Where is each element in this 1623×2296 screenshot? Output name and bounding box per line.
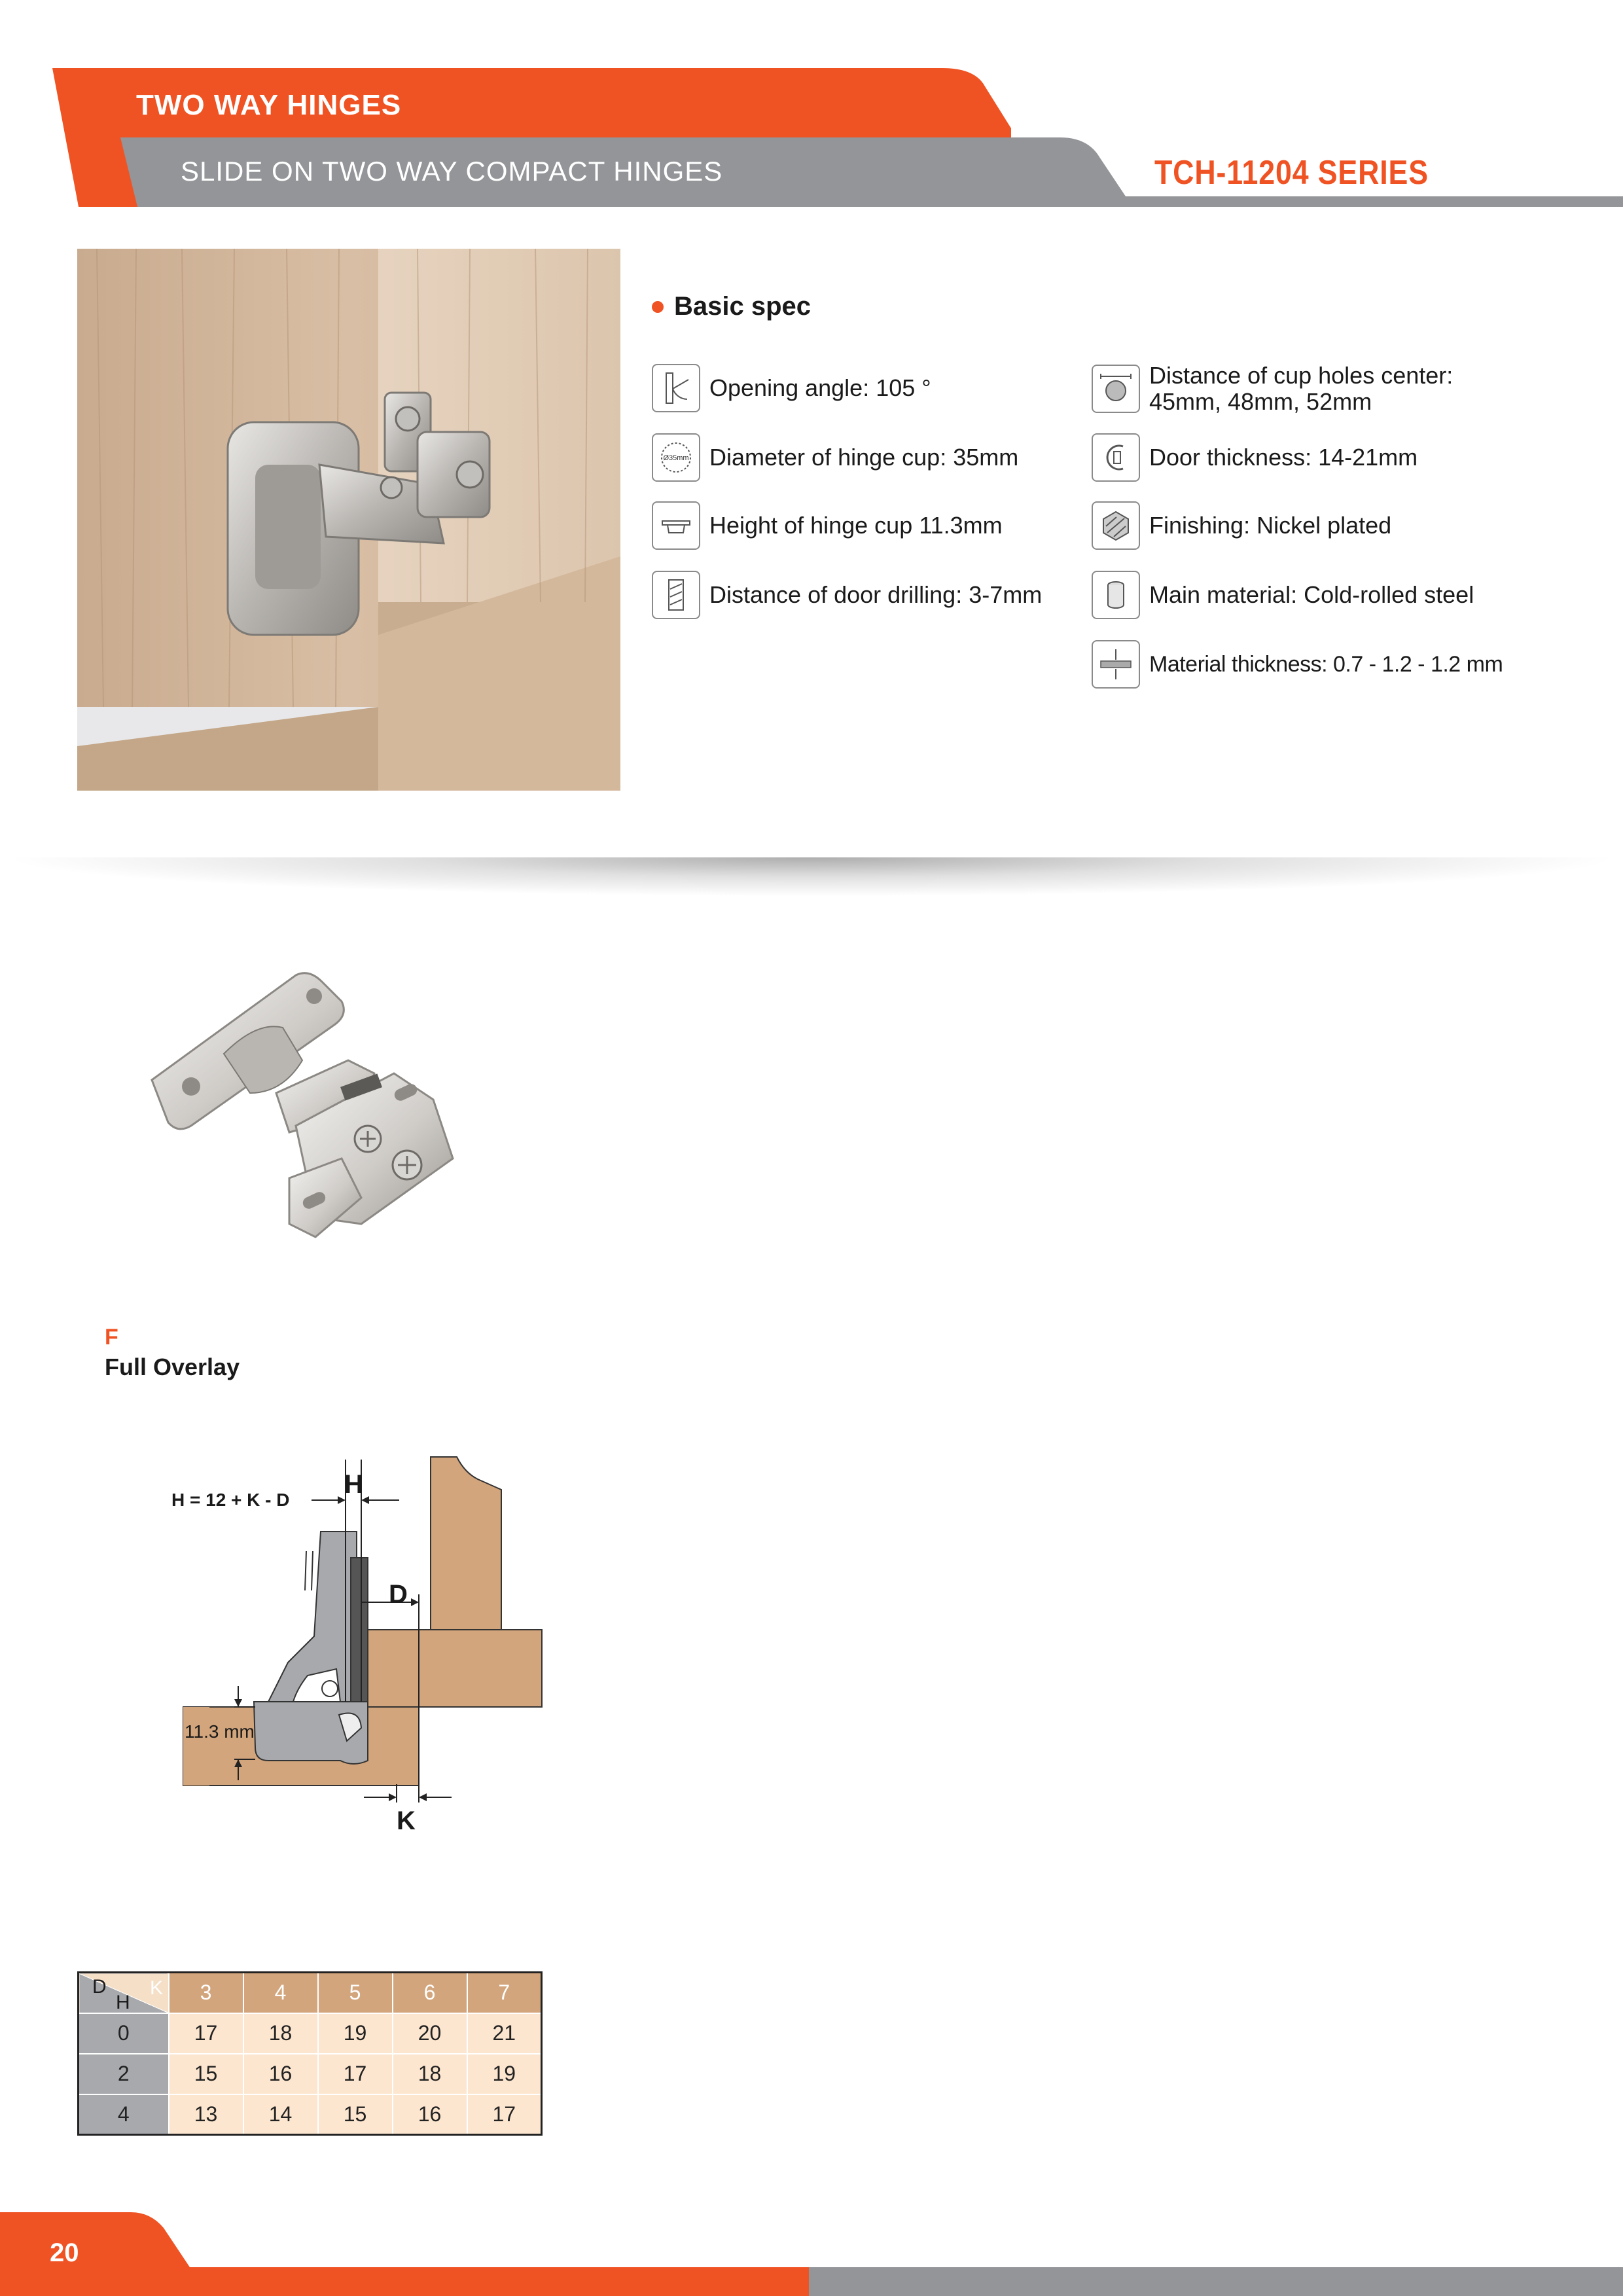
installation-diagram bbox=[157, 1453, 550, 1846]
table-k-header: 5 bbox=[318, 1973, 393, 2013]
table-k-header: 7 bbox=[467, 1973, 542, 2013]
spec-heading bbox=[652, 292, 811, 321]
overlay-type-name: Full Overlay bbox=[105, 1354, 240, 1380]
bullet-dot-icon bbox=[652, 301, 664, 313]
overlay-type-code: F bbox=[105, 1325, 118, 1350]
table-header-row bbox=[79, 1973, 542, 2013]
spec-cup-holes-center-line2: 45mm, 48mm, 52mm bbox=[1149, 388, 1372, 415]
spec-finishing bbox=[1092, 501, 1391, 550]
main-material-icon bbox=[1092, 571, 1140, 619]
spec-main-material-text: Main material: Cold-rolled steel bbox=[1149, 581, 1474, 608]
hinge-render bbox=[145, 962, 492, 1270]
footer-banner bbox=[0, 2206, 1623, 2296]
spec-opening-angle bbox=[652, 364, 931, 412]
table-row bbox=[79, 2094, 542, 2135]
table-k-header: 6 bbox=[393, 1973, 467, 2013]
cup-diameter-icon bbox=[652, 433, 700, 482]
table-corner-cell bbox=[79, 1973, 169, 2013]
spec-finishing-text: Finishing: Nickel plated bbox=[1149, 512, 1392, 539]
cup-holes-center-icon bbox=[1092, 365, 1140, 413]
section-divider bbox=[0, 857, 1623, 897]
dimension-d-label: D bbox=[389, 1580, 408, 1609]
cup-height-label: 11.3 mm bbox=[185, 1721, 255, 1742]
table-cell: 15 bbox=[169, 2054, 243, 2094]
spec-cup-diameter-text: Diameter of hinge cup: 35mm bbox=[709, 444, 1019, 471]
material-thickness-icon bbox=[1092, 640, 1140, 689]
page-number: 20 bbox=[50, 2238, 79, 2267]
table-d-cell: 2 bbox=[79, 2054, 169, 2094]
table-cell: 15 bbox=[318, 2094, 393, 2135]
dimension-h-label: H bbox=[344, 1470, 363, 1499]
table-row bbox=[79, 2013, 542, 2054]
table-k-header: 3 bbox=[169, 1973, 243, 2013]
dimension-k-label: K bbox=[397, 1806, 416, 1835]
table-cell: 19 bbox=[467, 2054, 542, 2094]
spec-cup-holes-center-text bbox=[1149, 363, 1453, 415]
section-subtitle: SLIDE ON TWO WAY COMPACT HINGES bbox=[181, 156, 723, 187]
table-cell: 19 bbox=[318, 2013, 393, 2054]
overlay-formula: H = 12 + K - D bbox=[171, 1490, 290, 1510]
table-cell: 18 bbox=[243, 2013, 318, 2054]
table-row bbox=[79, 2054, 542, 2094]
spec-opening-angle-text: Opening angle: 105 ° bbox=[709, 374, 931, 401]
table-cell: 16 bbox=[393, 2094, 467, 2135]
spec-door-drilling bbox=[652, 571, 1042, 619]
spec-cup-holes-center bbox=[1092, 363, 1453, 415]
spec-door-thickness bbox=[1092, 433, 1418, 482]
product-photo bbox=[77, 249, 620, 791]
svg-text:Ø35mm: Ø35mm bbox=[663, 454, 689, 462]
table-cell: 20 bbox=[393, 2013, 467, 2054]
table-cell: 16 bbox=[243, 2054, 318, 2094]
section-title: TWO WAY HINGES bbox=[136, 89, 402, 121]
spec-door-thickness-text: Door thickness: 14-21mm bbox=[1149, 444, 1418, 471]
table-cell: 21 bbox=[467, 2013, 542, 2054]
corner-k-label: K bbox=[150, 1977, 164, 1999]
spec-main-material bbox=[1092, 571, 1474, 619]
door-thickness-icon bbox=[1092, 433, 1140, 482]
table-k-header: 4 bbox=[243, 1973, 318, 2013]
spec-material-thickness bbox=[1092, 640, 1503, 689]
spec-cup-diameter bbox=[652, 433, 1018, 482]
spec-door-drilling-text: Distance of door drilling: 3-7mm bbox=[709, 581, 1043, 608]
spec-cup-holes-center-line1: Distance of cup holes center: bbox=[1149, 362, 1454, 389]
table-cell: 17 bbox=[169, 2013, 243, 2054]
overlay-table bbox=[77, 1971, 543, 2136]
spec-heading-label: Basic spec bbox=[674, 292, 812, 321]
spec-material-thickness-text: Material thickness: 0.7 - 1.2 - 1.2 mm bbox=[1149, 652, 1503, 677]
finishing-icon bbox=[1092, 501, 1140, 550]
spec-cup-height-text: Height of hinge cup 11.3mm bbox=[709, 512, 1003, 539]
cup-height-icon bbox=[652, 501, 700, 550]
table-cell: 17 bbox=[467, 2094, 542, 2135]
table-cell: 14 bbox=[243, 2094, 318, 2135]
table-d-cell: 0 bbox=[79, 2013, 169, 2054]
table-cell: 18 bbox=[393, 2054, 467, 2094]
table-cell: 17 bbox=[318, 2054, 393, 2094]
series-code: TCH-11204 SERIES bbox=[1154, 154, 1429, 192]
opening-angle-icon bbox=[652, 364, 700, 412]
table-d-cell: 4 bbox=[79, 2094, 169, 2135]
table-cell: 13 bbox=[169, 2094, 243, 2135]
spec-cup-height bbox=[652, 501, 1003, 550]
door-drilling-icon bbox=[652, 571, 700, 619]
corner-d-label: D bbox=[92, 1976, 107, 1998]
corner-h-label: H bbox=[116, 1992, 130, 2013]
